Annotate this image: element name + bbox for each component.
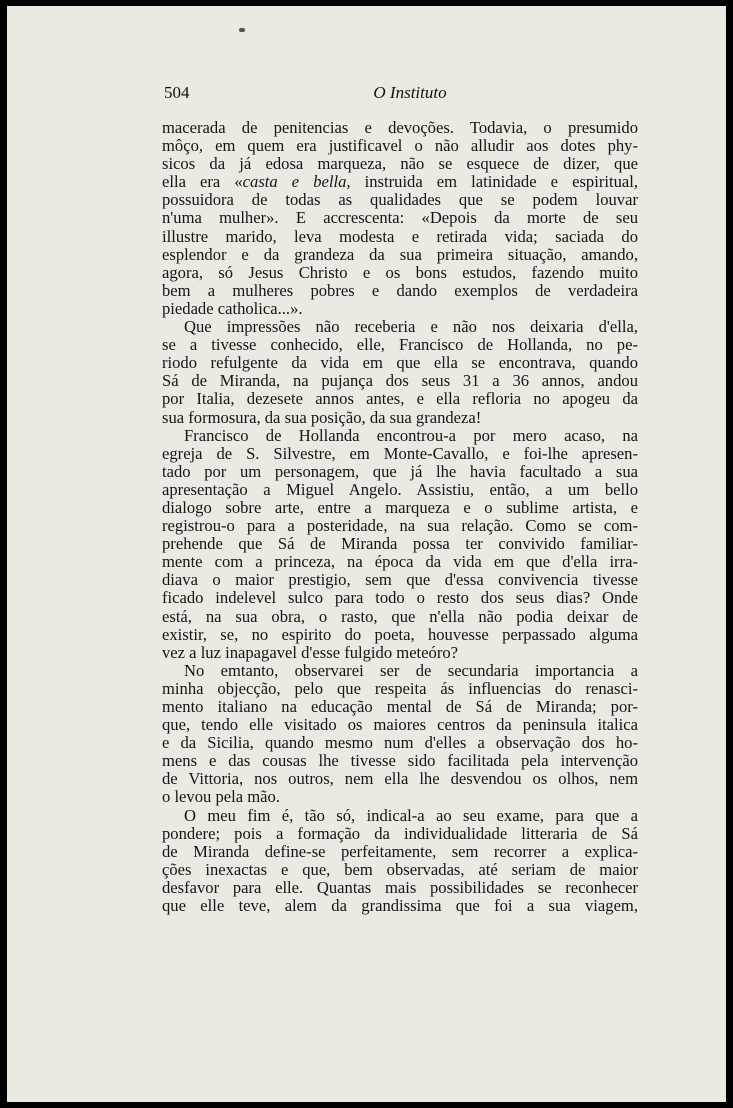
text-segment: prehende que Sá de Miranda possa ter convivido familiar- [162, 535, 638, 554]
text-line [162, 137, 638, 155]
ink-mark [239, 28, 245, 32]
text-line [162, 825, 638, 843]
text-segment: vez a luz inapagavel d'esse fulgido meteóro? [162, 643, 459, 662]
text-segment: se a tivesse conhecido, elle, Francisco de Hollanda, no pe- [162, 336, 638, 355]
text-line [162, 734, 638, 752]
text-segment: ficado indelevel sulco para todo o resto dos seus dias? Onde [162, 589, 638, 608]
text-line [162, 589, 638, 607]
text-segment: minha objecção, pelo que respeita ás influencias do renasci- [162, 679, 638, 698]
text-line [162, 680, 638, 698]
text-segment: dialogo sobre arte, entre a marqueza e o sublime artista, e [162, 498, 638, 517]
text-line [162, 662, 638, 680]
text-segment: ella era « [162, 173, 243, 192]
text-segment: que, tendo elle visitado os maiores centros da peninsula italica [162, 716, 638, 735]
text-segment: bem a mulheres pobres e dando exemplos de verdadeira [162, 281, 638, 300]
text-segment: Sá de Miranda, na pujança dos seus 31 a 36 annos, andou [162, 372, 638, 391]
text-segment: No emtanto, observarei ser de secundaria importancia a [184, 661, 638, 680]
text-line [162, 571, 638, 589]
text-line [162, 788, 638, 806]
page-number: 504 [164, 83, 190, 102]
text-segment: tado por um personagem, que já lhe havia facultado a sua [162, 462, 638, 481]
text-segment: sua formosura, da sua posição, da sua grandeza! [162, 408, 482, 427]
text-segment: possuidora de todas as qualidades que se podem louvar [162, 191, 638, 210]
text-line [162, 318, 638, 336]
text-line [162, 173, 638, 191]
text-line [162, 119, 638, 137]
text-segment: macerada de penitencias e devoções. Todavia, o presumido [162, 119, 638, 137]
text-line [162, 807, 638, 825]
text-line [162, 409, 638, 427]
text-segment: apresentação a Miguel Angelo. Assistiu, então, a um bello [162, 480, 638, 499]
italic-text: casta e bella, [242, 173, 351, 192]
text-segment: esplendor e da grandeza da sua primeira situação, amando, [162, 245, 638, 264]
text-line [162, 770, 638, 788]
text-segment: mente com a princeza, na época da vida em que d'ella irra- [162, 553, 638, 572]
text-segment: ções inexactas e que, bem observadas, até seriam de maior [162, 860, 638, 879]
text-line [162, 300, 638, 318]
text-segment: Francisco de Hollanda encontrou-a por mero acaso, na [184, 426, 638, 445]
text-segment: pondere; pois a formação da individualidade litteraria de Sá [162, 824, 638, 843]
text-line [162, 246, 638, 264]
text-line [162, 897, 638, 915]
text-line [162, 698, 638, 716]
text-line [162, 481, 638, 499]
text-segment: de Miranda define-se perfeitamente, sem recorrer a explica- [162, 842, 638, 861]
text-line [162, 209, 638, 227]
text-line [162, 282, 638, 300]
text-segment: egreja de S. Silvestre, em Monte-Cavallo, e foi-lhe apresen- [162, 444, 638, 463]
text-line [162, 445, 638, 463]
text-segment: que elle teve, alem da grandissima que foi a sua viagem, [162, 897, 638, 916]
body-text [162, 119, 638, 915]
text-segment: instruida em latinidade e espiritual, [350, 173, 638, 192]
text-line [162, 626, 638, 644]
text-line [162, 517, 638, 535]
text-segment: por Italia, dezesete annos antes, e ella refloria no apogeu da [162, 390, 638, 409]
text-line [162, 390, 638, 408]
text-segment: riodo refulgente da vida em que ella se encontrava, quando [162, 354, 638, 373]
text-segment: O meu fim é, tão só, indical-a ao seu exame, para que a [184, 806, 638, 825]
text-line [162, 608, 638, 626]
text-line [162, 879, 638, 897]
text-line [162, 264, 638, 282]
text-line [162, 463, 638, 481]
text-segment: o levou pela mão. [162, 788, 280, 807]
text-line [162, 191, 638, 209]
page-header [164, 83, 638, 105]
text-line [162, 535, 638, 553]
text-segment: desfavor para elle. Quantas mais possibilidades se reconhecer [162, 878, 638, 897]
text-segment: de Vittoria, nos outros, nem ella lhe desvendou os olhos, nem [162, 770, 638, 789]
text-line [162, 553, 638, 571]
text-line [162, 716, 638, 734]
text-line [162, 228, 638, 246]
text-segment: mens e das cousas lhe tivesse sido facilitada pela intervenção [162, 752, 638, 771]
text-segment: mento italiano na educação mental de Sá de Miranda; por- [162, 698, 638, 716]
text-segment: illustre marido, leva modesta e retirada vida; saciada do [162, 227, 638, 246]
text-line [162, 499, 638, 517]
text-segment: môço, em quem era justificavel o não alludir aos dotes phy- [162, 137, 638, 156]
text-segment: está, na sua obra, o rasto, que n'ella não podia deixar de [162, 607, 638, 626]
text-segment: existir, se, no espirito do poeta, houvesse perpassado alguma [162, 625, 638, 644]
text-segment: registrou-o para a posteridade, na sua relação. Como se com- [162, 517, 638, 536]
text-line [162, 644, 638, 662]
text-segment: sicos da já edosa marqueza, não se esquece de dizer, que [162, 155, 638, 174]
text-line [162, 372, 638, 390]
text-segment: Que impressões não receberia e não nos deixaria d'ella, [184, 318, 638, 337]
page-sheet [7, 6, 726, 1102]
running-title: O Instituto [373, 83, 447, 102]
text-line [162, 843, 638, 861]
text-line [162, 427, 638, 445]
text-line [162, 752, 638, 770]
text-line [162, 336, 638, 354]
text-segment: piedade catholica...». [162, 299, 303, 318]
text-segment: agora, só Jesus Christo e os bons estudos, fazendo muito [162, 263, 638, 282]
text-line [162, 861, 638, 879]
text-line [162, 155, 638, 173]
text-segment: n'uma mulher». E accrescenta: «Depois da morte de seu [162, 209, 638, 228]
text-line [162, 354, 638, 372]
text-segment: diava o maior prestigio, sem que d'essa convivencia tivesse [162, 571, 638, 590]
text-segment: e da Sicilia, quando mesmo num d'elles a observação dos ho- [162, 734, 638, 753]
